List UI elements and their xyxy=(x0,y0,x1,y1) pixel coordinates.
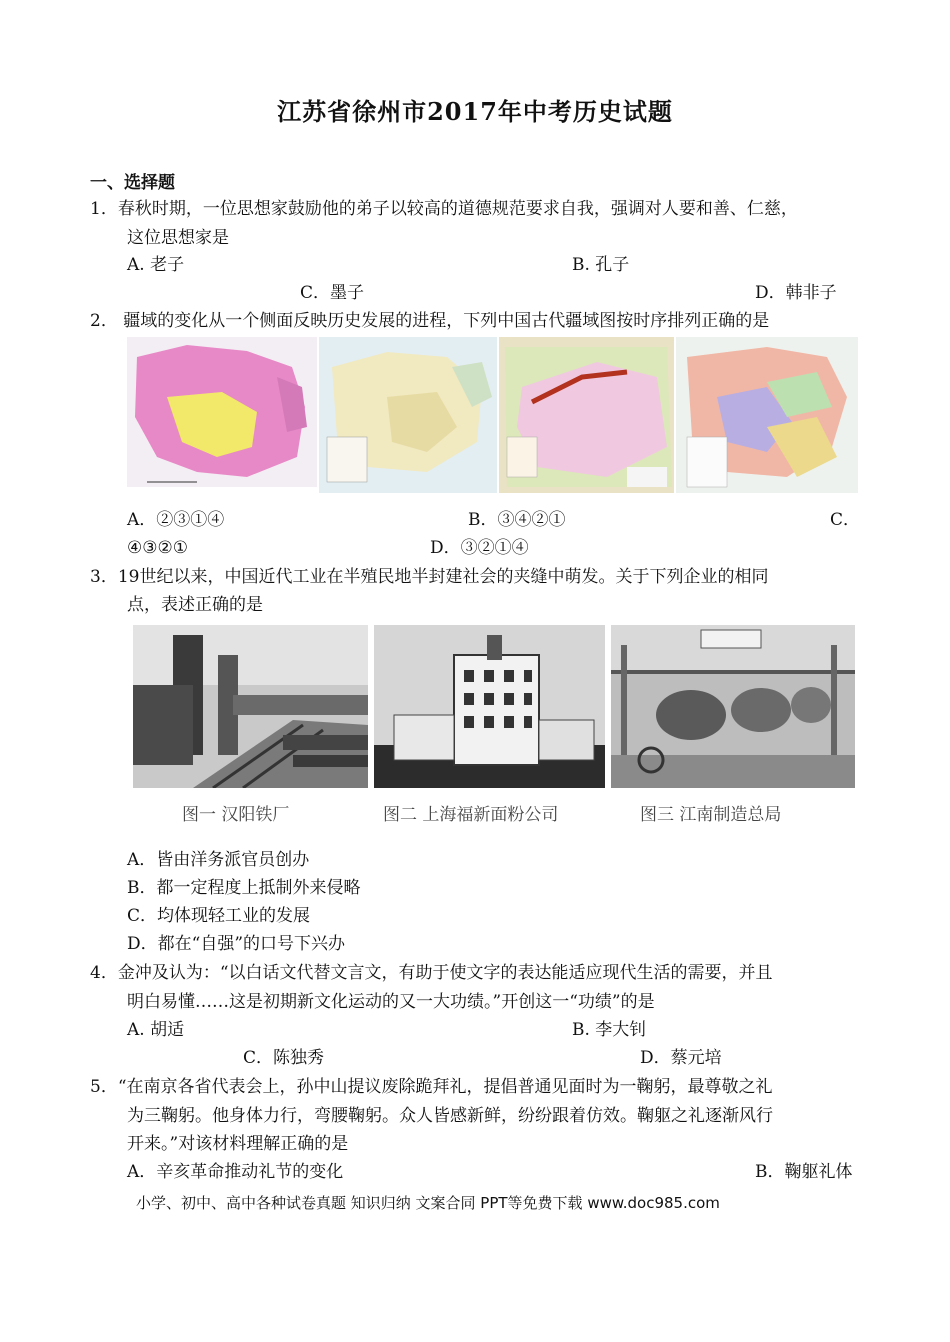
q2-option-a: A．②③①④ xyxy=(127,510,225,530)
q2-option-d: D．③②①④ xyxy=(430,538,529,558)
q2-option-b: B．③④②① xyxy=(468,510,566,530)
photo-fuxin-flour-company xyxy=(374,625,605,788)
q4-option-a: A. 胡适 xyxy=(127,1020,185,1040)
territory-maps-image xyxy=(127,337,858,493)
q1-option-c: C．墨子 xyxy=(300,283,365,303)
q3-option-d: D．都在“自强”的口号下兴办 xyxy=(127,934,346,954)
page-title: 江苏省徐州市2017年中考历史试题 xyxy=(277,97,673,126)
q4-option-b: B. 李大钊 xyxy=(572,1020,647,1040)
q3-option-c: C．均体现轻工业的发展 xyxy=(127,906,311,926)
q5-stem-cont1: 为三鞠躬。他身体力行，弯腰鞠躬。众人皆感新鲜，纷纷跟着仿效。鞠躯之礼逐渐风行 xyxy=(127,1106,773,1126)
q1-option-a: A. 老子 xyxy=(127,255,185,275)
photo-jiangnan-arsenal xyxy=(611,625,855,788)
footer-text: 小学、初中、高中各种试卷真题 知识归纳 文案合同 PPT等免费下载 www.doc985.com xyxy=(136,1194,720,1212)
q5-option-b: B．鞠躯礼体 xyxy=(755,1162,853,1182)
q2-option-c-label: C． xyxy=(830,510,861,530)
q3-stem: 3．19世纪以来，中国近代工业在半殖民地半封建社会的夹缝中萌发。关于下列企业的相同 xyxy=(90,567,769,587)
q4-stem: 4．金冲及认为：“以白话文代替文言文，有助于使文字的表达能适应现代生活的需要，并且 xyxy=(90,963,773,983)
q4-stem-cont: 明白易懂……这是初期新文化运动的又一大功绩。”开创这一“功绩”的是 xyxy=(127,992,655,1012)
q2-stem: 2． 疆域的变化从一个侧面反映历史发展的进程，下列中国古代疆域图按时序排列正确的是 xyxy=(90,311,770,331)
q5-option-a: A．辛亥革命推动礼节的变化 xyxy=(127,1162,344,1182)
q1-stem-cont: 这位思想家是 xyxy=(127,228,229,248)
q3-option-b: B．都一定程度上抵制外来侵略 xyxy=(127,878,361,898)
photo-hanyang-ironworks xyxy=(133,625,368,788)
caption-1: 图一 汉阳铁厂 xyxy=(182,805,290,825)
q2-option-c: ④③②① xyxy=(127,538,188,558)
q4-option-c: C．陈独秀 xyxy=(243,1048,325,1068)
q3-option-a: A．皆由洋务派官员创办 xyxy=(127,850,310,870)
caption-3: 图三 江南制造总局 xyxy=(640,805,782,825)
q1-stem: 1．春秋时期，一位思想家鼓励他的弟子以较高的道德规范要求自我，强调对人要和善、仁慈， xyxy=(90,199,798,219)
q3-stem-cont: 点，表述正确的是 xyxy=(127,595,263,615)
section-heading: 一、选择题 xyxy=(90,173,175,193)
q5-stem: 5．“在南京各省代表会上，孙中山提议废除跪拜礼，提倡普通见面时为一鞠躬，最尊敬之礼 xyxy=(90,1077,773,1097)
q1-option-d: D．韩非子 xyxy=(755,283,837,303)
q1-option-b: B. 孔子 xyxy=(572,255,630,275)
q4-option-d: D．蔡元培 xyxy=(640,1048,722,1068)
q5-stem-cont2: 开来。”对该材料理解正确的是 xyxy=(127,1134,349,1154)
caption-2: 图二 上海福新面粉公司 xyxy=(383,805,559,825)
